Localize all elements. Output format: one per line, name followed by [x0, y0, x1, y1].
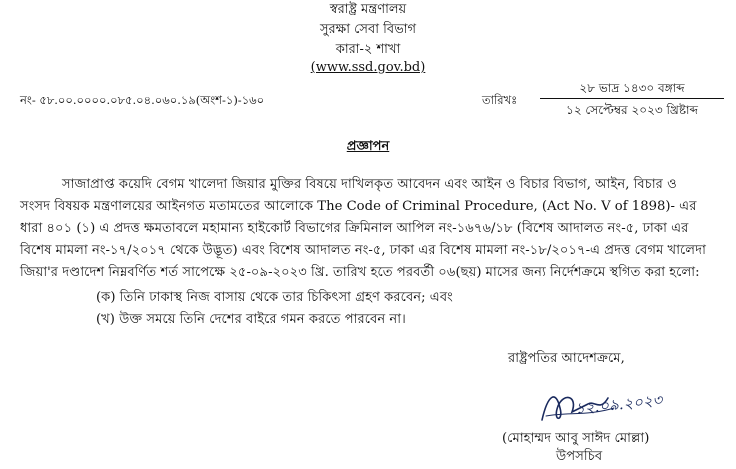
date-divider [540, 98, 724, 99]
date-bangla: ২৮ ভাদ্র ১৪৩০ বঙ্গাব্দ [579, 81, 685, 95]
body-line-5: জিয়া'র দণ্ডাদেশ নিম্নবর্ণিত শর্ত সাপেক্ষে ২৫-০৯-২০২৩ খ্রি. তারিখ হতে পরবর্তী ০৬(ছয়) মাসের জন্য নির্দেশক্রমে স্থগিত করা হলো: [20, 265, 700, 280]
date-label: তারিখঃ [482, 93, 518, 107]
body-line-3: ধারা ৪০১ (১) এ প্রদত্ত ক্ষমতাবলে মহামান্য হাইকোর্ট বিভাগের ক্রিমিনাল আপিল নং-১৬৭৬/১৮ (বিশেষ আদালত নং-৫, ঢাকা এর [20, 221, 689, 236]
website-text[interactable]: (www.ssd.gov.bd) [310, 60, 426, 75]
notification-title: প্রজ্ঞাপন [346, 139, 390, 154]
signatory-designation: উপসচিব [556, 449, 603, 464]
order-line: রাষ্ট্রপতির আদেশক্রমে, [508, 351, 625, 366]
date-english: ১২ সেপ্টেম্বর ২০২৩ খ্রিষ্টাব্দ [566, 103, 698, 117]
signatory-name: (মোহাম্মদ আবু সাঈদ মোল্লা) [502, 431, 650, 446]
condition-kha: (খ) উক্ত সময়ে তিনি দেশের বাইরে গমন করতে পারবেন না। [96, 312, 406, 327]
body-line-2: সংসদ বিষয়ক মন্ত্রণালয়ের আইনগত মতামতের আলোকে The Code of Criminal Procedure, (Act No. V of 1898)- এর [20, 199, 697, 214]
body-line-4: বিশেষ মামলা নং-১৭/২০১৭ থেকে উদ্ভূত) এবং বিশেষ আদালত নং-৫, ঢাকা এর বিশেষ মামলা নং-১৮/২০১৭-এ প্রদত্ত বেগম খালেদা [20, 243, 706, 258]
memo-number: নং- ৫৮.০০.০০০০.০৮৫.০৪.০৬০.১৯(অংশ-১)-১৬০ [20, 93, 265, 107]
condition-ka: (ক) তিনি ঢাকাস্থ নিজ বাসায় থেকে তার চিকিৎসা গ্রহণ করবেন; এবং [96, 290, 453, 305]
ministry-name: স্বরাষ্ট্র মন্ত্রণালয় [329, 2, 407, 17]
handwritten-date: ১২.০৯.২০২৩ [574, 390, 664, 418]
division-name: সুরক্ষা সেবা বিভাগ [319, 22, 417, 37]
body-line-1: সাজাপ্রাপ্ত কয়েদি বেগম খালেদা জিয়ার মুক্তির বিষয়ে দাখিলকৃত আবেদন এবং আইন ও বিচার বিভাগ, আইন, বিচার ও [62, 177, 677, 192]
branch-name: কারা-২ শাখা [335, 42, 401, 57]
website-link[interactable] [0, 60, 736, 75]
